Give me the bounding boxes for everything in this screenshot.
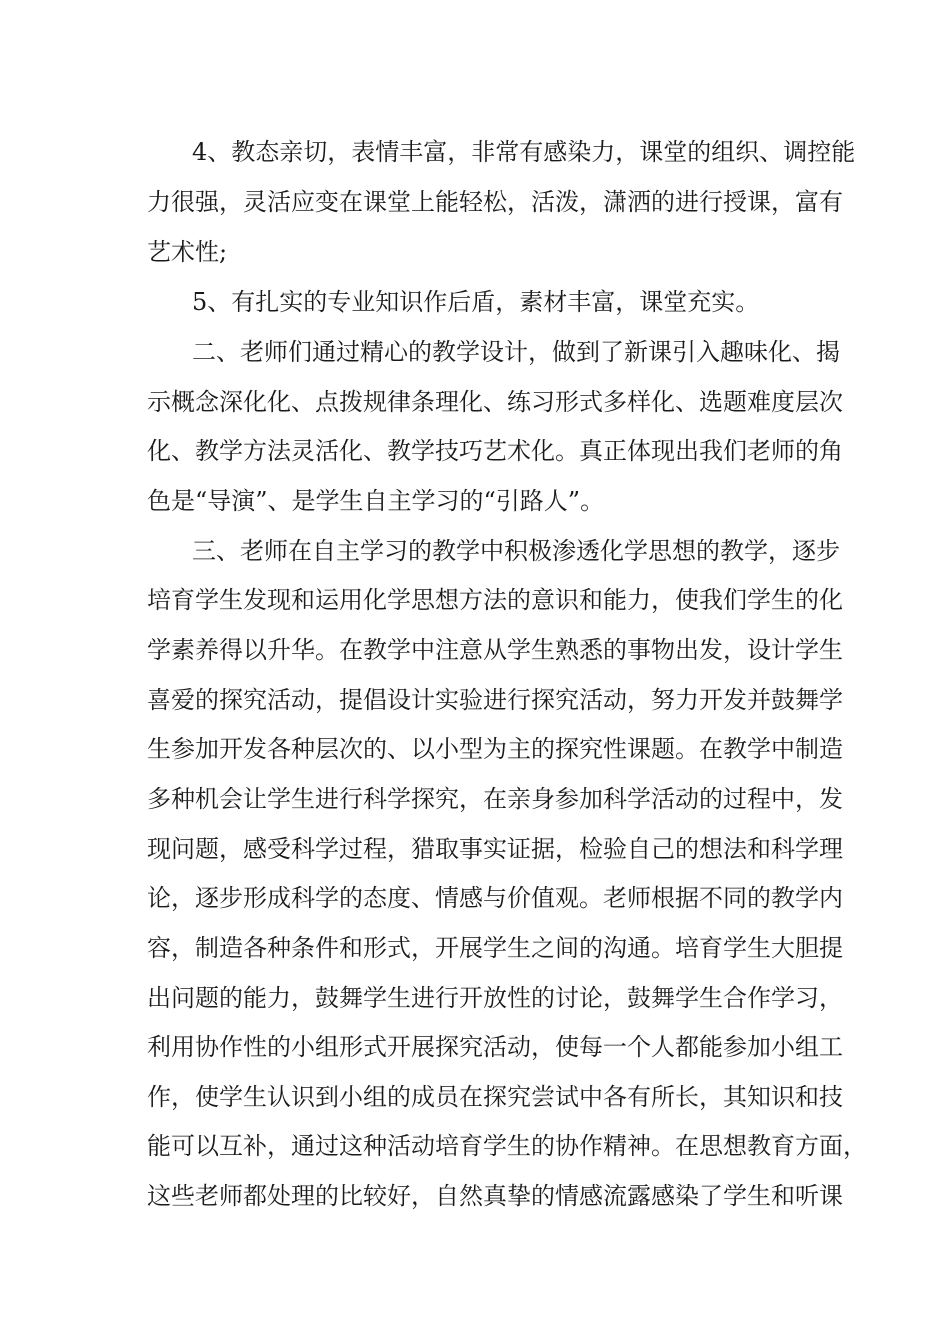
text-line: 4、教态亲切，表情丰富，非常有感染力，课堂的组织、调控能: [192, 138, 856, 166]
text-line: 现问题，感受科学过程，猎取事实证据，检验自己的想法和科学理: [147, 835, 843, 863]
text-line: 培育学生发现和运用化学思想方法的意识和能力，使我们学生的化: [147, 586, 843, 614]
text-line: 力很强，灵活应变在课堂上能轻松，活泼，潇洒的进行授课，富有: [147, 188, 843, 216]
text-line: 艺术性;: [147, 238, 228, 266]
text-line: 5、有扎实的专业知识作后盾，素材丰富，课堂充实。: [192, 288, 760, 316]
text-line: 喜爱的探究活动，提倡设计实验进行探究活动，努力开发并鼓舞学: [147, 686, 843, 714]
text-line: 利用协作性的小组形式开展探究活动，使每一个人都能参加小组工: [147, 1033, 843, 1061]
text-line: 这些老师都处理的比较好，自然真挚的情感流露感染了学生和听课: [147, 1182, 843, 1210]
text-line: 作，使学生认识到小组的成员在探究尝试中各有所长，其知识和技: [147, 1083, 843, 1111]
text-line: 化、教学方法灵活化、教学技巧艺术化。真正体现出我们老师的角: [147, 437, 843, 465]
text-line: 二、老师们通过精心的教学设计，做到了新课引入趣味化、揭: [192, 338, 840, 366]
text-line: 出问题的能力，鼓舞学生进行开放性的讨论，鼓舞学生合作学习，: [147, 984, 843, 1012]
text-line: 学素养得以升华。在教学中注意从学生熟悉的事物出发，设计学生: [147, 636, 843, 664]
text-line: 容，制造各种条件和形式，开展学生之间的沟通。培育学生大胆提: [147, 934, 843, 962]
text-line: 生参加开发各种层次的、以小型为主的探究性课题。在教学中制造: [147, 735, 843, 763]
text-line: 论，逐步形成科学的态度、情感与价值观。老师根据不同的教学内: [147, 884, 843, 912]
text-line: 多种机会让学生进行科学探究，在亲身参加科学活动的过程中，发: [147, 785, 843, 813]
text-line: 能可以互补，通过这种活动培育学生的协作精神。在思想教育方面，: [147, 1132, 867, 1160]
text-line: 色是“导演”、是学生自主学习的“引路人”。: [147, 487, 605, 515]
text-line: 示概念深化化、点拨规律条理化、练习形式多样化、选题难度层次: [147, 388, 843, 416]
text-line: 三、老师在自主学习的教学中积极渗透化学思想的教学，逐步: [192, 537, 840, 565]
